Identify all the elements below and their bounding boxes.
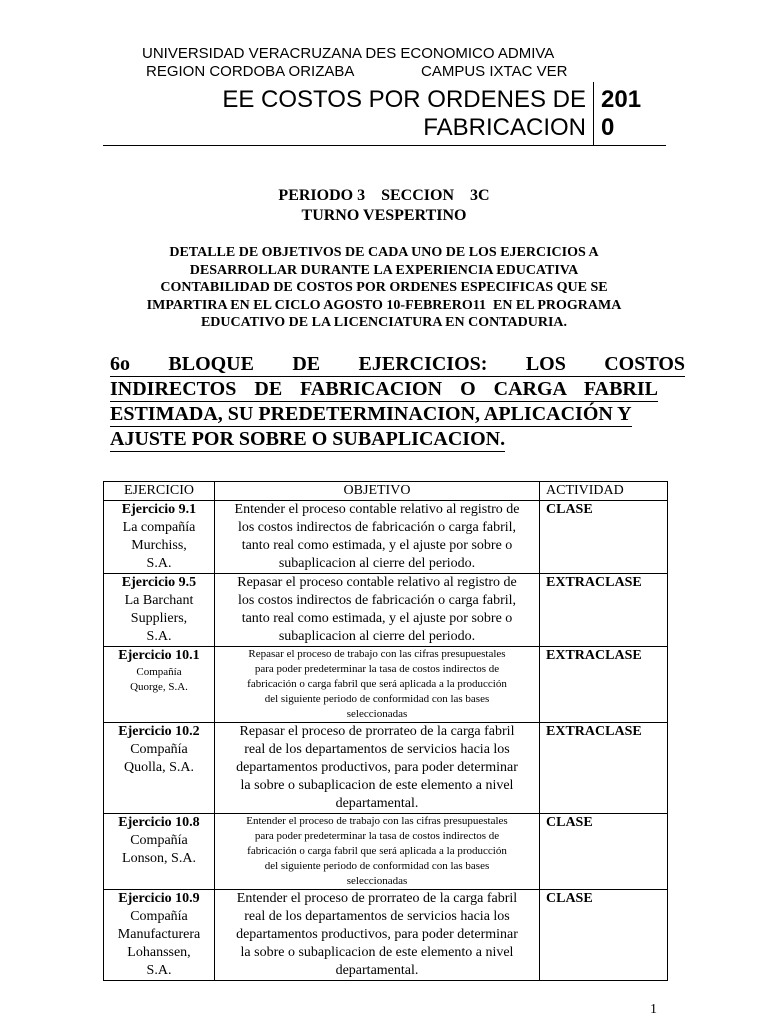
objective-line: departamentos productivos, para poder determinar — [236, 760, 518, 775]
objective-line: tanto real como estimada, y el ajuste por sobre o — [241, 538, 513, 553]
university-line: UNIVERSIDAD VERACRUZANA DES ECONOMICO ADMIVA — [142, 45, 555, 62]
objective-line: los costos indirectos de fabricación o carga fabril, — [237, 520, 517, 535]
company-line: Quorge, S.A. — [130, 681, 188, 693]
intro-line: IMPARTIRA EN EL CICLO AGOSTO 10-FEBRERO11 EN EL PROGRAMA — [146, 297, 622, 313]
company-line: Quolla, S.A. — [124, 760, 194, 775]
header-objetivo: OBJETIVO — [215, 482, 540, 501]
company-line: La Barchant — [124, 593, 194, 608]
activity-cell: CLASE — [540, 814, 668, 890]
objective-cell — [215, 501, 540, 574]
table-row — [104, 890, 668, 981]
objective-line: la sobre o subaplicacion de este elemento a nivel — [240, 778, 514, 793]
exercise-cell — [104, 890, 215, 981]
intro-paragraph — [100, 244, 668, 332]
objective-line: real de los departamentos de servicios hacia los — [244, 909, 510, 924]
table-row — [104, 501, 668, 574]
shift-line: TURNO VESPERTINO — [301, 207, 467, 224]
objective-cell — [215, 814, 540, 890]
exercise-name: Ejercicio 10.9 — [118, 891, 200, 906]
activity-cell: EXTRACLASE — [540, 574, 668, 647]
objective-line: seleccionadas — [346, 875, 408, 887]
exercises-table — [103, 481, 668, 981]
year-line1: 201 — [601, 86, 642, 113]
company-line: Manufacturera — [117, 927, 201, 942]
objective-line: la sobre o subaplicacion de este elemento a nivel — [240, 945, 514, 960]
exercise-cell — [104, 647, 215, 723]
exercise-name: Ejercicio 9.1 — [121, 502, 197, 517]
objective-line: subaplicacion al cierre del periodo. — [278, 556, 476, 571]
block-title-line: ESTIMADA, SU PREDETERMINACION, APLICACIÓN Y — [110, 403, 632, 425]
intro-line: DETALLE DE OBJETIVOS DE CADA UNO DE LOS EJERCICIOS A — [169, 245, 599, 260]
table-row — [104, 647, 668, 723]
objective-line: departamentos productivos, para poder determinar — [236, 927, 518, 942]
course-title-line1: EE COSTOS POR ORDENES DE — [222, 86, 586, 113]
objective-line: del siguiente periodo de conformidad con las bases — [264, 860, 490, 872]
objective-line: Repasar el proceso de prorrateo de la carga fabril — [239, 724, 515, 739]
company-line: Compañía — [130, 742, 188, 757]
header-vertical-divider — [593, 82, 594, 145]
exercise-name: Ejercicio 10.8 — [118, 815, 200, 830]
exercise-name: Ejercicio 9.5 — [121, 575, 197, 590]
objective-cell — [215, 647, 540, 723]
objective-line: del siguiente periodo de conformidad con las bases — [264, 693, 490, 705]
objective-line: real de los departamentos de servicios hacia los — [244, 742, 510, 757]
exercise-name: Ejercicio 10.2 — [118, 724, 200, 739]
company-line: Suppliers, — [130, 611, 188, 626]
company-line: Compañía — [130, 909, 188, 924]
region-label: REGION CORDOBA ORIZABA — [146, 63, 355, 80]
exercise-cell — [104, 814, 215, 890]
objective-line: fabricación o carga fabril que será aplicada a la producción — [247, 678, 507, 690]
objective-line: Entender el proceso contable relativo al registro de — [234, 502, 520, 517]
intro-line: EDUCATIVO DE LA LICENCIATURA EN CONTADURIA. — [200, 315, 568, 330]
objective-line: departamental. — [335, 796, 419, 811]
header-rule — [103, 145, 666, 146]
block-title-line: INDIRECTOS DE FABRICACION O CARGA FABRIL — [110, 378, 658, 400]
objective-cell — [215, 723, 540, 814]
objective-line: para poder predeterminar la tasa de costos indirectos de — [254, 663, 500, 675]
period-line: PERIODO 3 SECCION 3C — [278, 187, 490, 204]
intro-line: DESARROLLAR DURANTE LA EXPERIENCIA EDUCATIVA — [189, 262, 579, 278]
objective-line: seleccionadas — [346, 708, 408, 720]
company-line: Compañía — [136, 666, 182, 678]
company-line: Lonson, S.A. — [122, 851, 196, 866]
objective-cell — [215, 890, 540, 981]
objective-line: tanto real como estimada, y el ajuste por sobre o — [241, 611, 513, 626]
exercise-cell — [104, 501, 215, 574]
activity-cell: EXTRACLASE — [540, 723, 668, 814]
table-header-row — [104, 482, 668, 501]
header-ejercicio: EJERCICIO — [104, 482, 215, 501]
table-row — [104, 723, 668, 814]
exercise-cell — [104, 723, 215, 814]
intro-line: CONTABILIDAD DE COSTOS POR ORDENES ESPECIFICAS QUE SE — [160, 280, 608, 295]
campus-label: CAMPUS IXTAC VER — [421, 63, 568, 80]
exercise-name: Ejercicio 10.1 — [118, 648, 200, 663]
block-title — [110, 352, 685, 452]
block-title-line: AJUSTE POR SOBRE O SUBAPLICACION. — [110, 428, 506, 450]
objective-line: Repasar el proceso contable relativo al registro de — [237, 575, 517, 590]
activity-cell: CLASE — [540, 501, 668, 574]
year-line2: 0 — [601, 114, 615, 141]
company-line: S.A. — [146, 963, 172, 978]
objective-line: departamental. — [335, 963, 419, 978]
objective-line: Entender el proceso de prorrateo de la carga fabril — [236, 891, 518, 906]
company-line: Lohanssen, — [127, 945, 191, 960]
objective-line: subaplicacion al cierre del periodo. — [278, 629, 476, 644]
objective-line: Entender el proceso de trabajo con las cifras presupuestales — [246, 815, 508, 827]
objective-line: para poder predeterminar la tasa de costos indirectos de — [254, 830, 500, 842]
objective-line: Repasar el proceso de trabajo con las cifras presupuestales — [248, 648, 506, 660]
header-actividad: ACTIVIDAD — [540, 482, 668, 501]
activity-cell: EXTRACLASE — [540, 647, 668, 723]
objective-line: los costos indirectos de fabricación o carga fabril, — [237, 593, 517, 608]
exercise-cell — [104, 574, 215, 647]
table-row — [104, 814, 668, 890]
company-line: S.A. — [146, 556, 172, 571]
block-title-line: 6o BLOQUE DE EJERCICIOS: LOS COSTOS — [110, 353, 685, 375]
table-row — [104, 574, 668, 647]
page-number: 1 — [650, 1002, 657, 1017]
objective-line: fabricación o carga fabril que será aplicada a la producción — [247, 845, 507, 857]
objective-cell — [215, 574, 540, 647]
company-line: Murchiss, — [131, 538, 187, 553]
company-line: S.A. — [146, 629, 172, 644]
course-title-line2: FABRICACION — [423, 114, 586, 141]
activity-cell: CLASE — [540, 890, 668, 981]
company-line: Compañía — [130, 833, 188, 848]
company-line: La compañía — [122, 520, 196, 535]
